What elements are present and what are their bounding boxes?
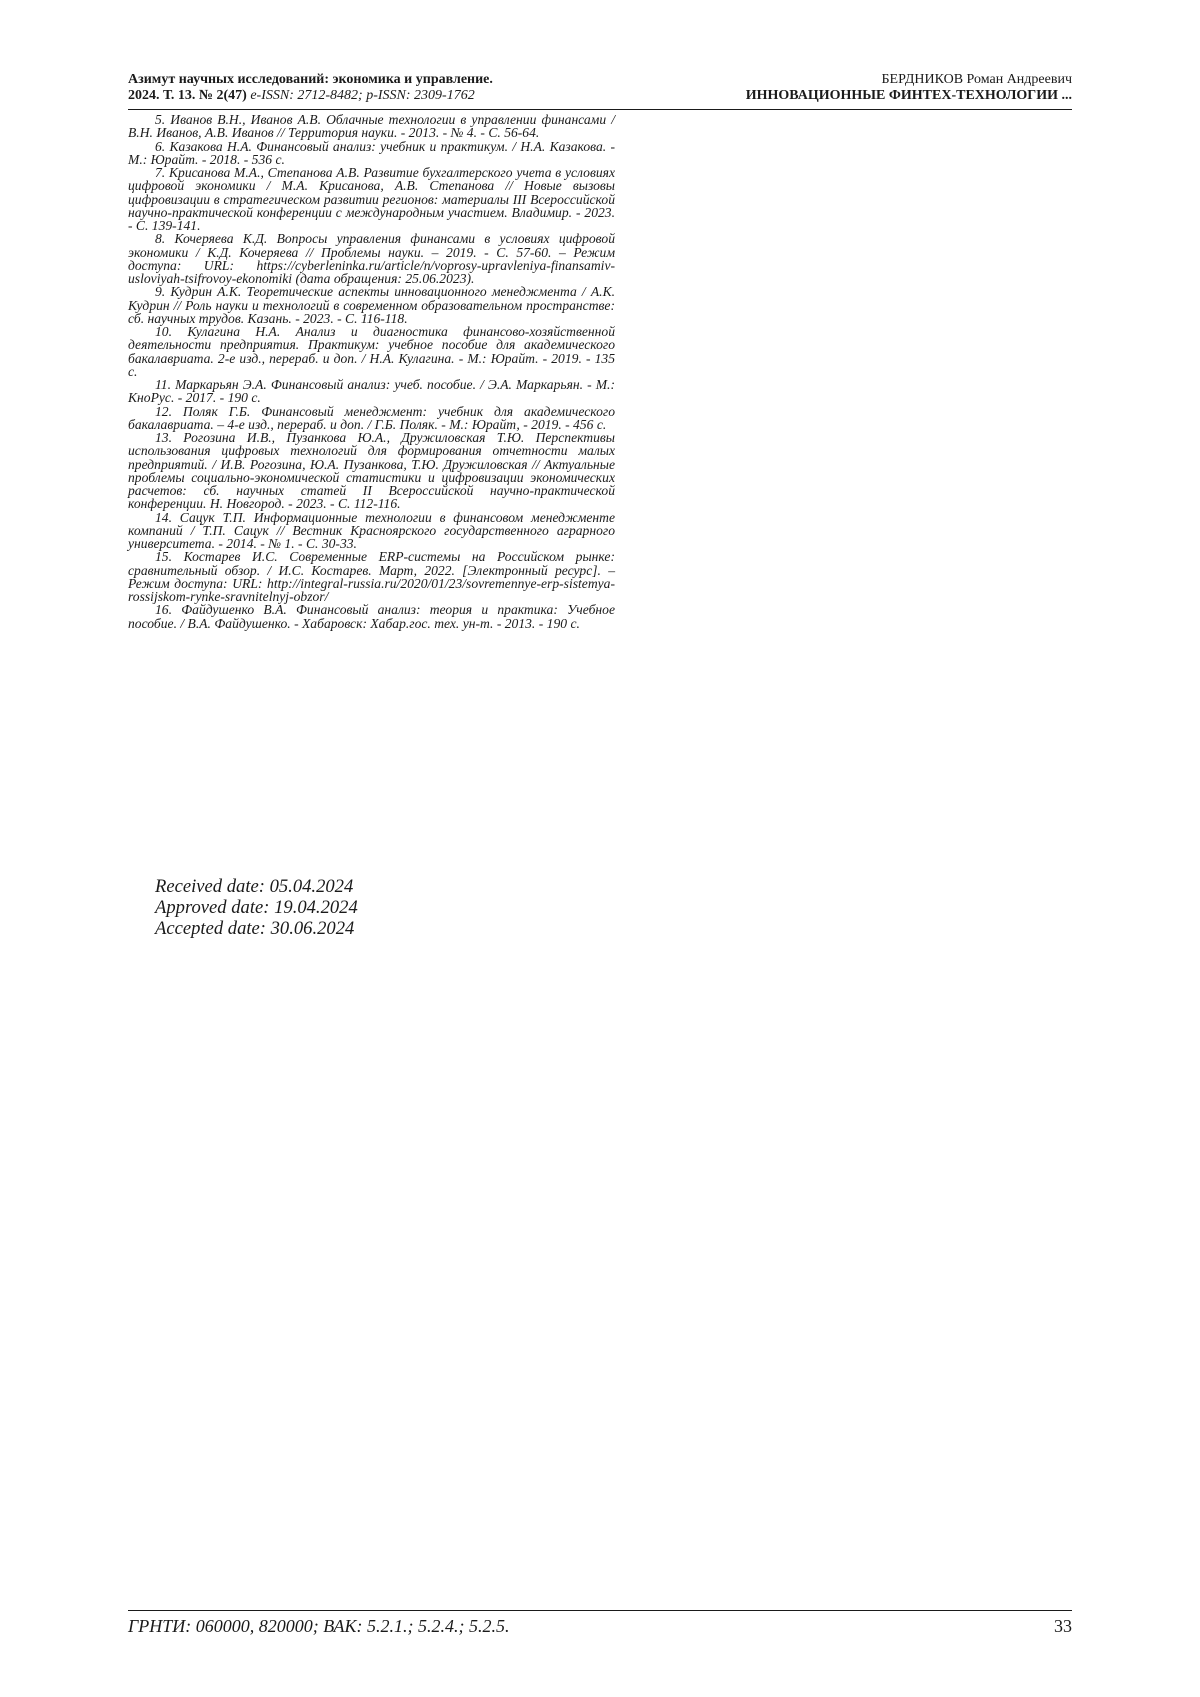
article-info [746, 72, 1072, 104]
page-number: 33 [1054, 1616, 1072, 1636]
approved-date: Approved date: 19.04.2024 [155, 897, 358, 918]
reference-list [128, 113, 615, 630]
article-dates [155, 876, 358, 939]
received-date: Received date: 05.04.2024 [155, 876, 354, 897]
journal-title: Азимут научных исследований: экономика и управление. [128, 72, 493, 87]
article-title: ИННОВАЦИОННЫЕ ФИНТЕХ-ТЕХНОЛОГИИ ... [745, 88, 1072, 103]
reference-item: 12. Поляк Г.Б. Финансовый менеджмент: учебник для академического бакалавриата. – 4-е изд., перераб. и доп. / Г.Б. Поляк. - М.: Юрайт, - 2019. - 456 с. [128, 403, 615, 432]
reference-item: 15. Костарев И.С. Современные ERP-системы на Российском рынке: сравнительный обзор. / И.С. Костарев. Март, 2022. [Электронный ресурс]. – Режим доступа: URL: http://integral-russia.ru/2020/01/23/sovremennye-erp-sistemya-rossijskom-rynke-sravnitelnyj-obzor/ [128, 549, 615, 604]
classification-codes: ГРНТИ: 060000, 820000; ВАК: 5.2.1.; 5.2.4.; 5.2.5. [128, 1616, 510, 1636]
running-header [128, 72, 1072, 108]
reference-item: 16. Файдушенко В.А. Финансовый анализ: теория и практика: Учебное пособие. / В.А. Файдушенко. - Хабаровск: Хабар.гос. тех. ун-т. - 2013. - 190 с. [128, 602, 615, 631]
reference-item: 10. Кулагина Н.А. Анализ и диагностика финансово-хозяйственной деятельности предприятия. Практикум: учебное пособие для академического бакалавриата. 2-е изд., перераб. и доп. / Н.А. Кулагина. - М.: Юрайт. - 2019. - 135 с. [128, 324, 615, 379]
issn: e-ISSN: 2712-8482; p-ISSN: 2309-1762 [250, 88, 475, 103]
reference-item: 6. Казакова Н.А. Финансовый анализ: учебник и практикум. / Н.А. Казакова. - М.: Юрайт. - 2018. - 536 с. [128, 138, 615, 167]
issue-line [128, 88, 493, 104]
footer-rule [128, 1610, 1072, 1611]
reference-item: 8. Кочеряева К.Д. Вопросы управления финансами в условиях цифровой экономики / К.Д. Кочеряева // Проблемы науки. – 2019. - С. 57-60. – Режим доступа: URL: https://cyberleninka.ru/article/n/voprosy-upravleniya-finansamiv-usloviyah-tsifrovoy-ekonomiki (дата обращения: 25.06.2023). [128, 231, 615, 286]
reference-item: 9. Кудрин А.К. Теоретические аспекты инновационного менеджмента / А.К. Кудрин // Роль науки и технологий в современном образовательном пространстве: сб. научных трудов. Казань. - 2023. - С. 116-118. [128, 284, 615, 326]
header-rule [128, 109, 1072, 110]
journal-info [128, 72, 493, 104]
accepted-date: Accepted date: 30.06.2024 [155, 918, 355, 939]
issue-number: 2024. Т. 13. № 2(47) [128, 88, 247, 103]
reference-item: 7. Крисанова М.А., Степанова А.В. Развитие бухгалтерского учета в условиях цифровой экономики / М.А. Крисанова, А.В. Степанова // Новые вызовы цифровизации в стратегическом развитии регионов: материалы III Всероссийской научно-практической конференции с международным участием. Владимир. - 2023. - С. 139-141. [128, 165, 615, 233]
reference-item: 14. Сацук Т.П. Информационные технологии в финансовом менеджменте компаний / Т.П. Сацук // Вестник Красноярского государственного аграрного университета. - 2014. - № 1. - С. 30-33. [128, 509, 615, 551]
author-name: БЕРДНИКОВ Роман Андреевич [881, 72, 1072, 87]
reference-item: 13. Рогозина И.В., Пузанкова Ю.А., Дружиловская Т.Ю. Перспективы использования цифровых технологий для формирования отчетности малых предприятий. / И.В. Рогозина, Ю.А. Пузанкова, Т.Ю. Дружиловская // Актуальные проблемы социально-экономической статистики и цифровизации экономических расчетов: сб. научных статей II Всероссийской научно-практической конференции. Н. Новгород. - 2023. - С. 112-116. [128, 430, 615, 512]
reference-item: 11. Маркарьян Э.А. Финансовый анализ: учеб. пособие. / Э.А. Маркарьян. - М.: КноРус. - 2017. - 190 с. [128, 377, 615, 406]
reference-item: 5. Иванов В.Н., Иванов А.В. Облачные технологии в управлении финансами / В.Н. Иванов, А.В. Иванов // Территория науки. - 2013. - № 4. - С. 56-64. [128, 112, 615, 141]
